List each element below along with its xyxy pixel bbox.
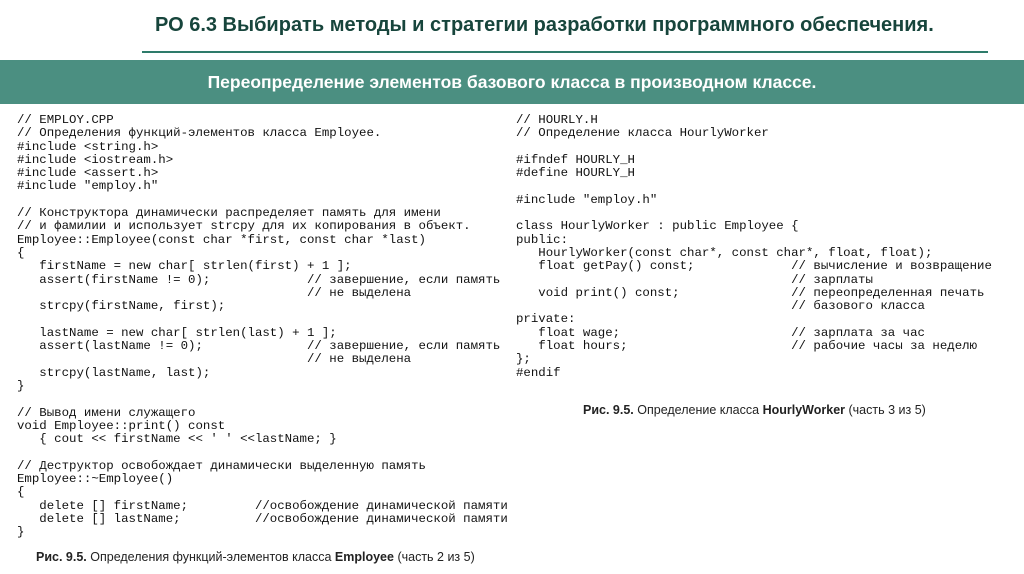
code-listing-employ-cpp: [17, 114, 508, 540]
code-line: #endif: [516, 365, 561, 380]
code-line: // не выделена: [17, 285, 412, 300]
code-line: assert(firstName != 0); // завершение, если память: [17, 272, 501, 287]
code-line: strcpy(firstName, first);: [17, 299, 226, 314]
code-line: assert(lastName != 0); // завершение, если память: [17, 339, 501, 354]
code-line: delete [] firstName; //освобождение динамической памяти: [17, 498, 508, 513]
subtitle-banner: [0, 60, 1024, 104]
code-line: lastName = new char[ strlen(last) + 1 ];: [17, 325, 337, 340]
caption-right-part: (часть 3 из 5): [848, 403, 926, 417]
code-line: Employee::Employee(const char *first, const char *last): [17, 232, 426, 247]
caption-left-part: (часть 2 из 5): [397, 550, 475, 564]
code-line: #include "employ.h": [17, 179, 159, 194]
figure-caption-left: [36, 550, 475, 564]
code-line: // Вывод имени служащего: [17, 405, 196, 420]
code-line: };: [516, 352, 531, 367]
code-line: void print() const; // переопределенная печать: [516, 285, 985, 300]
code-line: #include "employ.h": [516, 192, 658, 207]
caption-right-class: HourlyWorker: [762, 403, 846, 417]
code-line: class HourlyWorker : public Employee {: [516, 219, 799, 234]
title-underline: [142, 51, 988, 53]
code-line: {: [17, 245, 25, 260]
code-line: // Определения функций-элементов класса Employee.: [17, 126, 382, 141]
caption-right-number: Рис. 9.5.: [583, 403, 634, 417]
code-line: strcpy(lastName, last);: [17, 365, 211, 380]
code-line: private:: [516, 312, 576, 327]
code-line: #ifndef HOURLY_H: [516, 152, 635, 167]
caption-left-number: Рис. 9.5.: [36, 550, 87, 564]
code-line: // EMPLOY.CPP: [17, 113, 114, 127]
code-line: float wage; // зарплата за час: [516, 325, 925, 340]
code-line: { cout << firstName << ' ' <<lastName; }: [17, 432, 337, 447]
code-line: delete [] lastName; //освобождение динамической памяти: [17, 511, 508, 526]
code-line: Employee::~Employee(): [17, 472, 174, 487]
code-line: float hours; // рабочие часы за неделю: [516, 339, 978, 354]
code-line: firstName = new char[ strlen(first) + 1 ];: [17, 259, 352, 274]
subtitle-text: Переопределение элементов базового класса в производном классе.: [207, 72, 817, 92]
code-line: // Конструктора динамически распределяет память для имени: [17, 206, 441, 221]
code-line: // и фамилии и использует strcpy для их копирования в объект.: [17, 219, 471, 234]
code-line: void Employee::print() const: [17, 418, 226, 433]
code-line: HourlyWorker(const char*, const char*, float, float);: [516, 245, 933, 260]
figure-caption-right: [583, 403, 926, 417]
caption-left-class: Employee: [334, 550, 394, 564]
code-line: #include <iostream.h>: [17, 152, 174, 167]
caption-right-text: Определение класса: [637, 403, 760, 417]
code-line: }: [17, 378, 25, 393]
page-title: РО 6.3 Выбирать методы и стратегии разработки программного обеспечения.: [155, 14, 934, 36]
code-line: }: [17, 525, 25, 540]
caption-left-text: Определения функций-элементов класса: [90, 550, 332, 564]
code-line: float getPay() const; // вычисление и возвращение: [516, 259, 992, 274]
code-line: // зарплаты: [516, 272, 873, 287]
code-line: // Деструктор освобождает динамически выделенную память: [17, 458, 426, 473]
code-line: #define HOURLY_H: [516, 166, 635, 181]
code-line: {: [17, 485, 25, 500]
code-line: // базового класса: [516, 299, 925, 314]
code-line: public:: [516, 232, 569, 247]
code-line: #include <assert.h>: [17, 166, 159, 181]
code-line: // не выделена: [17, 352, 412, 367]
code-line: // Определение класса HourlyWorker: [516, 126, 769, 141]
code-line: #include <string.h>: [17, 139, 159, 154]
code-line: // HOURLY.H: [516, 113, 598, 127]
code-listing-hourly-h: [516, 114, 992, 380]
